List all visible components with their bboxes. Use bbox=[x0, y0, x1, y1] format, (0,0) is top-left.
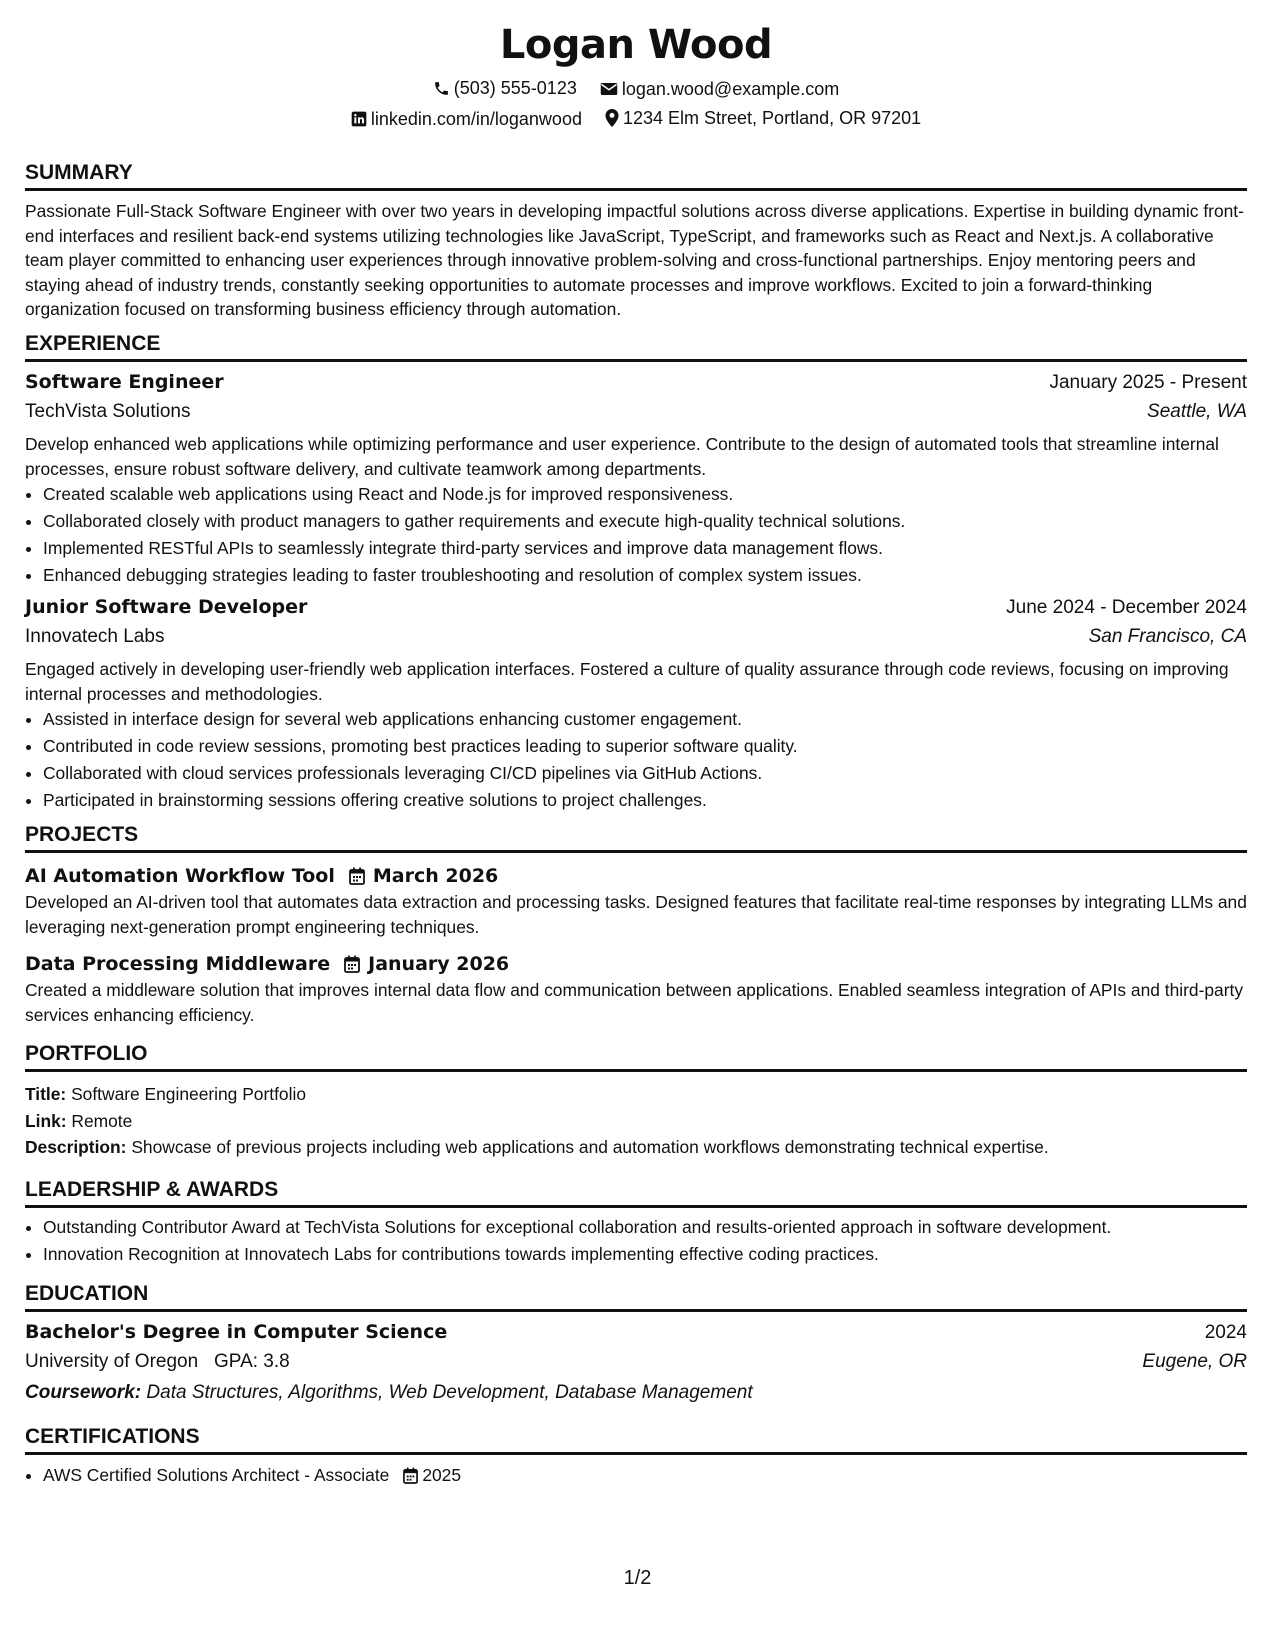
portfolio-heading: PORTFOLIO bbox=[25, 1042, 1247, 1072]
job-bullets bbox=[25, 481, 1247, 589]
cert-year: 2025 bbox=[422, 1465, 462, 1485]
portfolio-link-value[interactable]: Remote bbox=[71, 1110, 133, 1131]
experience-heading: EXPERIENCE bbox=[25, 332, 1247, 362]
leadership-list bbox=[25, 1214, 1247, 1268]
phone-contact bbox=[433, 77, 577, 99]
gpa: GPA: 3.8 bbox=[214, 1351, 290, 1372]
contact-row-1 bbox=[25, 77, 1247, 102]
graduation-year: 2024 bbox=[1204, 1322, 1247, 1343]
email-text: logan.wood@example.com bbox=[621, 78, 840, 99]
page-number: 1/2 bbox=[623, 1567, 652, 1589]
portfolio-link-label: Link: bbox=[25, 1110, 67, 1131]
list-item: • Innovation Recognition at Innovatech Labs for contributions towards implementing effective coding practices. bbox=[43, 1241, 1247, 1268]
job-company: TechVista Solutions bbox=[25, 401, 191, 422]
job-bullets bbox=[25, 706, 1247, 814]
list-item: • Participated in brainstorming sessions offering creative solutions to project challenges. bbox=[43, 787, 1247, 814]
job-title: Junior Software Developer bbox=[25, 596, 308, 618]
summary-heading: SUMMARY bbox=[25, 161, 1247, 191]
education-location: Eugene, OR bbox=[1142, 1351, 1247, 1372]
coursework-label: Coursework: bbox=[25, 1382, 142, 1403]
coursework-line bbox=[25, 1381, 1247, 1406]
degree: Bachelor's Degree in Computer Science bbox=[25, 1321, 448, 1343]
list-item: • Implemented RESTful APIs to seamlessly integrate third-party services and improve data management flows. bbox=[43, 535, 1247, 562]
job-location: San Francisco, CA bbox=[1088, 626, 1247, 647]
job-description: Develop enhanced web applications while optimizing performance and user experience. Contribute to the design of automated tools that streamline internal processes, ensure robust software delivery, and cultivate teamwork among departments. bbox=[25, 434, 1219, 479]
phone-icon bbox=[433, 80, 450, 97]
candidate-name: Logan Wood bbox=[499, 22, 773, 68]
project-description: Created a middleware solution that improves internal data flow and communication between applications. Enabled seamless integration of APIs and third-party services enhancing efficiency. bbox=[25, 980, 1244, 1025]
email-contact[interactable] bbox=[600, 78, 839, 100]
phone-text: (503) 555-0123 bbox=[453, 78, 577, 98]
project-description: Developed an AI-driven tool that automates data extraction and processing tasks. Designed features that facilitate real-time responses by integrating LLMs and leveraging next-generation prompt engineering techniques. bbox=[25, 892, 1247, 937]
education-heading: EDUCATION bbox=[25, 1282, 1247, 1312]
calendar-icon bbox=[344, 955, 360, 973]
envelope-icon bbox=[600, 81, 618, 97]
job-entry-2 bbox=[25, 595, 1247, 814]
cert-name: • AWS Certified Solutions Architect - Associate bbox=[43, 1465, 390, 1485]
list-item: • Outstanding Contributor Award at TechVista Solutions for exceptional collaboration and results-oriented approach in software development. bbox=[43, 1214, 1247, 1241]
portfolio-details bbox=[25, 1081, 1247, 1161]
address-text: 1234 Elm Street, Portland, OR 97201 bbox=[622, 108, 922, 128]
job-dates: June 2024 - December 2024 bbox=[1006, 597, 1247, 618]
project-name: AI Automation Workflow Tool bbox=[25, 864, 335, 887]
certifications-list bbox=[25, 1462, 1247, 1489]
project-name: Data Processing Middleware bbox=[25, 952, 331, 975]
project-date: January 2026 bbox=[368, 952, 510, 975]
portfolio-title-label: Title: bbox=[25, 1084, 67, 1104]
list-item: • Collaborated with cloud services professionals leveraging CI/CD pipelines via GitHub Actions. bbox=[43, 760, 1247, 787]
list-item: • Contributed in code review sessions, promoting best practices leading to superior software quality. bbox=[43, 733, 1247, 760]
job-entry-1 bbox=[25, 370, 1247, 589]
portfolio-desc-value: Showcase of previous projects including web applications and automation workflows demonstrating technical expertise. bbox=[131, 1137, 1049, 1157]
map-pin-icon bbox=[605, 109, 619, 127]
job-title: Software Engineer bbox=[25, 371, 224, 393]
address-contact bbox=[605, 107, 921, 129]
list-item: • Enhanced debugging strategies leading to faster troubleshooting and resolution of complex system issues. bbox=[43, 562, 1247, 589]
projects-heading: PROJECTS bbox=[25, 823, 1247, 853]
list-item: • Collaborated closely with product managers to gather requirements and execute high-quality technical solutions. bbox=[43, 508, 1247, 535]
job-dates: January 2025 - Present bbox=[1049, 372, 1247, 393]
portfolio-desc-label: Description: bbox=[25, 1137, 127, 1157]
project-date: March 2026 bbox=[372, 864, 499, 887]
coursework-text: Data Structures, Algorithms, Web Development, Database Management bbox=[146, 1382, 753, 1403]
linkedin-icon bbox=[351, 111, 367, 127]
contact-row-2 bbox=[25, 107, 1247, 132]
job-company: Innovatech Labs bbox=[25, 626, 165, 647]
project-entry-1 bbox=[25, 862, 1247, 939]
education-entry bbox=[25, 1320, 1247, 1406]
list-item: • Assisted in interface design for several web applications enhancing customer engagement. bbox=[43, 706, 1247, 733]
portfolio-title-value: Software Engineering Portfolio bbox=[71, 1084, 306, 1104]
job-location: Seattle, WA bbox=[1147, 401, 1247, 422]
list-item: • Created scalable web applications using React and Node.js for improved responsiveness. bbox=[43, 481, 1247, 508]
leadership-heading: LEADERSHIP & AWARDS bbox=[25, 1178, 1247, 1208]
linkedin-text: linkedin.com/in/loganwood bbox=[370, 109, 582, 129]
calendar-icon bbox=[403, 1467, 418, 1484]
certifications-heading: CERTIFICATIONS bbox=[25, 1425, 1247, 1455]
list-item bbox=[43, 1462, 1247, 1489]
project-entry-2 bbox=[25, 950, 1247, 1027]
calendar-icon bbox=[349, 867, 365, 885]
linkedin-contact[interactable] bbox=[351, 108, 582, 130]
job-description: Engaged actively in developing user-friendly web application interfaces. Fostered a culture of quality assurance through code reviews, focusing on improving internal processes and methodologies. bbox=[25, 659, 1229, 704]
school: University of Oregon bbox=[25, 1351, 199, 1372]
summary-text: Passionate Full-Stack Software Engineer with over two years in developing impactful solutions across diverse applications. Expertise in building dynamic front-end interfaces and resilient back-end systems utilizing technologies like JavaScript, TypeScript, and frameworks such as React and Next.js. A collaborative team player committed to enhancing user experiences through innovative problem-solving and cross-functional partnerships. Enjoy mentoring peers and staying ahead of industry trends, constantly seeking opportunities to automate processes and improve workflows. Excited to join a forward-thinking organization focused on transforming business efficiency through automation. bbox=[25, 201, 1244, 319]
